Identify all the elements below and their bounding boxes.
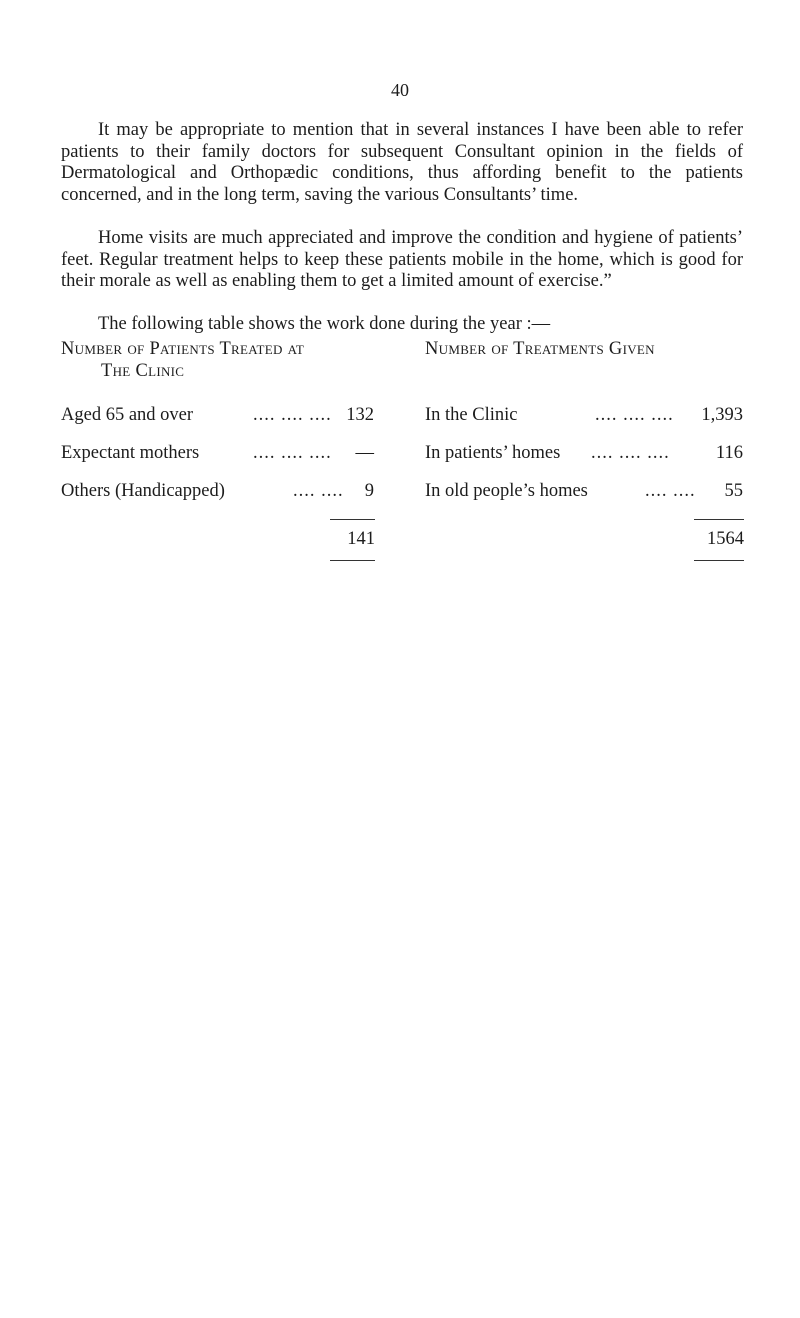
leader-dots: .... .... [645,481,696,501]
total-treatments: 1564 [707,529,744,549]
row-value: 55 [724,481,743,501]
total-patients: 141 [347,529,375,549]
total-rule-top-right [694,519,744,520]
row-value: 132 [346,405,374,425]
row-label: In old people’s homes [425,481,588,501]
right-column-heading: Number of Treatments Given [425,339,655,359]
row-label: In patients’ homes [425,443,561,463]
total-rule-bottom-left [330,560,375,561]
leader-dots: .... .... .... [253,443,332,463]
leader-dots: .... .... .... [595,405,674,425]
row-label: Others (Handicapped) [61,481,225,501]
row-value: 1,393 [701,405,743,425]
left-heading-line2: The Clinic [101,361,185,381]
total-rule-bottom-right [694,560,744,561]
row-label: In the Clinic [425,405,518,425]
paragraph-table-intro: The following table shows the work done during the year :— [98,314,551,334]
row-label: Expectant mothers [61,443,200,463]
left-column-heading [61,338,411,382]
row-label: Aged 65 and over [61,405,194,425]
row-value: 9 [364,481,374,501]
paragraph-home-visits: Home visits are much appreciated and improve the condition and hygiene of patients’ feet. Regular treatment helps to keep these patients mobile in the home, which is good for their morale as well as enabling them to get a limited amount of exercise.” [61,228,743,291]
row-value: 116 [715,443,743,463]
total-rule-top-left [330,519,375,520]
leader-dots: .... .... [293,481,344,501]
left-heading-line1: Number of Patients Treated at [61,339,305,359]
page-number: 40 [391,80,409,100]
leader-dots: .... .... .... [591,443,670,463]
leader-dots: .... .... .... [253,405,332,425]
row-value: — [355,443,374,463]
paragraph-referrals: It may be appropriate to mention that in several instances I have been able to refer patients to their family doctors for subsequent Consultant opinion in the fields of Dermatological and Orthopædic conditions, thus affording benefit to the patients concerned, and in the long term, saving the various Consultants’ time. [61,120,743,205]
